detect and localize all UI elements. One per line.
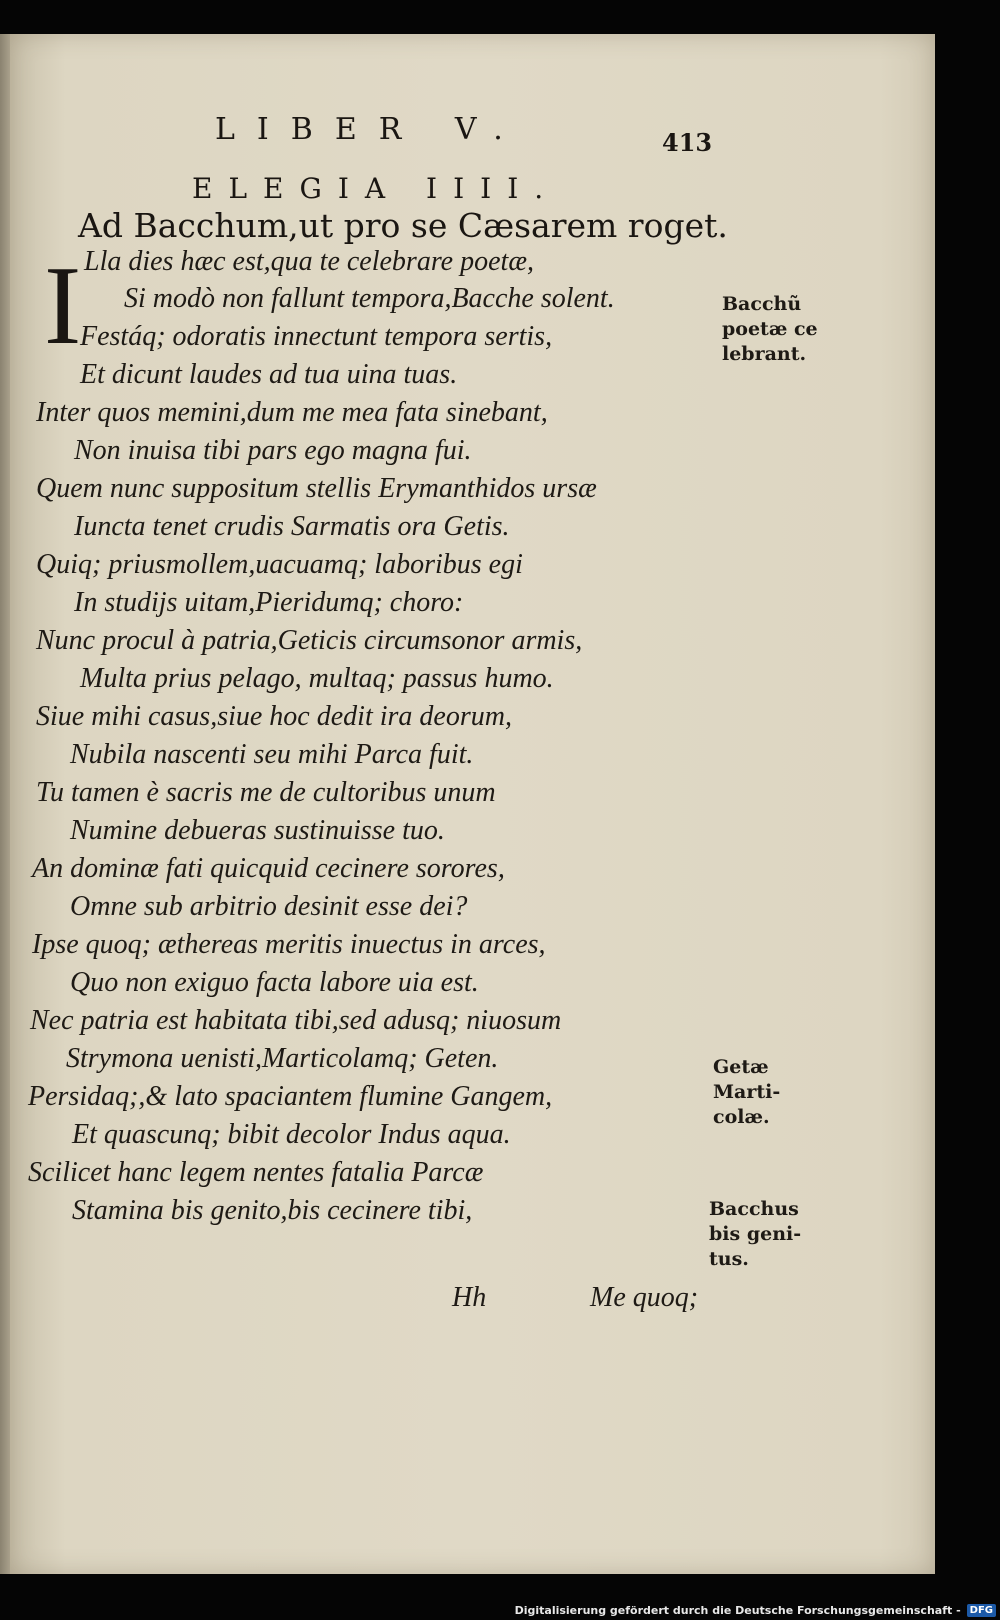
verse-line: Iuncta tenet crudis Sarmatis ora Getis. <box>74 511 510 542</box>
verse-line: Tu tamen è sacris me de cultoribus unum <box>36 777 496 808</box>
verse-line: Festáq; odoratis innectunt tempora sertis, <box>80 321 553 352</box>
margin-note-line: Getæ <box>713 1056 769 1078</box>
verse-line: Et quascunq; bibit decolor Indus aqua. <box>72 1119 511 1150</box>
verse-line: Multa prius pelago, multaq; passus humo. <box>80 663 554 694</box>
running-head: LIBER V. <box>215 112 525 147</box>
margin-note-line: poetæ ce <box>722 318 818 340</box>
verse-line: Siue mihi casus,siue hoc dedit ira deorum, <box>36 701 512 732</box>
drop-initial: I <box>44 244 82 368</box>
verse-line: Omne sub arbitrio desinit esse dei? <box>70 891 468 922</box>
verse-line: Ipse quoq; æthereas meritis inuectus in arces, <box>32 929 546 960</box>
margin-note-line: Bacchũ <box>722 293 802 315</box>
margin-note <box>722 292 818 367</box>
verse-line: Lla dies hæc est,qua te celebrare poetæ, <box>84 246 534 277</box>
verse-line: Quiq; priusmollem,uacuamq; laboribus egi <box>36 549 523 580</box>
verse-line: Numine debueras sustinuisse tuo. <box>70 815 445 846</box>
margin-note <box>713 1055 780 1130</box>
verse-line: Strymona uenisti,Marticolamq; Geten. <box>66 1043 499 1074</box>
verse-line: Inter quos memini,dum me mea fata sinebant, <box>36 397 548 428</box>
margin-note-line: lebrant. <box>722 343 807 365</box>
verse-line: Non inuisa tibi pars ego magna fui. <box>74 435 472 466</box>
catchword: Me quoq; <box>590 1282 699 1313</box>
verse-line: Stamina bis genito,bis cecinere tibi, <box>72 1195 473 1226</box>
verse-line: Et dicunt laudes ad tua uina tuas. <box>80 359 458 390</box>
verse-line: Quem nunc suppositum stellis Erymanthidos ursæ <box>36 473 597 504</box>
elegy-number: ELEGIA IIII. <box>192 172 560 205</box>
margin-note-line: Bacchus <box>709 1198 799 1220</box>
verse-line: An dominæ fati quicquid cecinere sorores, <box>32 853 505 884</box>
poem-title: Ad Bacchum,ut pro se Cæsarem roget. <box>78 206 728 245</box>
verse-line: Persidaq;,& lato spaciantem flumine Gangem, <box>28 1081 553 1112</box>
verse-line: Scilicet hanc legem nentes fatalia Parcæ <box>28 1157 484 1188</box>
margin-note-line: Marti- <box>713 1081 781 1103</box>
credit-text: Digitalisierung gefördert durch die Deutsche Forschungsgemeinschaft - <box>514 1603 961 1617</box>
dfg-logo-icon: DFG <box>967 1604 996 1617</box>
verse-line: In studijs uitam,Pieridumq; choro: <box>74 587 464 618</box>
verse-line: Nec patria est habitata tibi,sed adusq; niuosum <box>30 1005 562 1036</box>
margin-note-line: bis geni- <box>709 1223 802 1245</box>
digitization-credit <box>515 1600 1000 1620</box>
page-number: 413 <box>662 128 713 157</box>
verse-line: Nunc procul à patria,Geticis circumsonor armis, <box>36 625 583 656</box>
verse-line: Si modò non fallunt tempora,Bacche solent. <box>124 283 615 314</box>
margin-note-line: colæ. <box>713 1106 770 1128</box>
margin-note <box>709 1197 801 1272</box>
verse-line: Quo non exiguo facta labore uia est. <box>70 967 479 998</box>
signature-mark: Hh <box>452 1282 487 1313</box>
margin-note-line: tus. <box>709 1248 749 1270</box>
verse-line: Nubila nascenti seu mihi Parca fuit. <box>70 739 474 770</box>
